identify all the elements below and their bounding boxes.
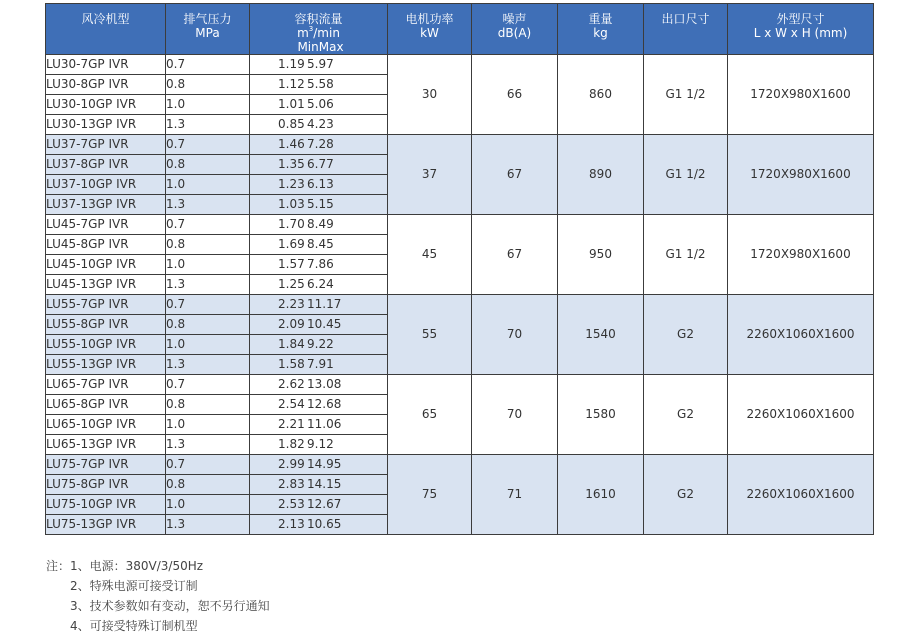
pressure-cell: 0.7 xyxy=(166,135,250,155)
header-row xyxy=(46,4,874,55)
flow-min-value: 1.57 xyxy=(278,257,305,271)
pressure-cell: 1.0 xyxy=(166,175,250,195)
flow-min-value: 2.54 xyxy=(278,397,305,411)
flow-max-value: 7.86 xyxy=(307,257,334,271)
pressure-cell: 1.3 xyxy=(166,435,250,455)
outlet-cell: G2 xyxy=(644,295,728,375)
pressure-cell: 0.7 xyxy=(166,215,250,235)
flow-max-value: 14.95 xyxy=(307,457,342,471)
flow-cell xyxy=(250,235,388,255)
flow-max-value: 13.08 xyxy=(307,377,342,391)
flow-min-value: 1.25 xyxy=(278,277,305,291)
flow-max-value: 10.45 xyxy=(307,317,342,331)
spec-table xyxy=(45,3,874,535)
model-cell: LU45-7GP IVR xyxy=(46,215,166,235)
note-line: 注：1、电源：380V/3/50Hz xyxy=(46,559,204,573)
pressure-cell: 0.7 xyxy=(166,375,250,395)
header-weight: 重量 kg xyxy=(558,4,644,55)
pressure-cell: 0.7 xyxy=(166,455,250,475)
power-cell: 37 xyxy=(388,135,472,215)
note-line: 3、技术参数如有变动，恕不另行通知 xyxy=(70,599,270,613)
flow-max-value: 5.15 xyxy=(307,197,334,211)
flow-cell xyxy=(250,395,388,415)
model-cell: LU55-7GP IVR xyxy=(46,295,166,315)
dimensions-cell: 2260X1060X1600 xyxy=(728,455,874,535)
flow-cell xyxy=(250,55,388,75)
pressure-cell: 0.8 xyxy=(166,75,250,95)
flow-max-value: 12.67 xyxy=(307,497,342,511)
weight-cell: 860 xyxy=(558,55,644,135)
power-cell: 45 xyxy=(388,215,472,295)
weight-cell: 890 xyxy=(558,135,644,215)
weight-cell: 1540 xyxy=(558,295,644,375)
flow-cell xyxy=(250,455,388,475)
noise-cell: 70 xyxy=(472,375,558,455)
header-model: 风冷机型 xyxy=(46,4,166,55)
model-cell: LU75-13GP IVR xyxy=(46,515,166,535)
flow-cell xyxy=(250,355,388,375)
model-cell: LU45-13GP IVR xyxy=(46,275,166,295)
table-row xyxy=(46,375,874,395)
power-cell: 30 xyxy=(388,55,472,135)
flow-max-value: 6.13 xyxy=(307,177,334,191)
flow-max-value: 11.06 xyxy=(307,417,342,431)
flow-max-value: 6.77 xyxy=(307,157,334,171)
table-row xyxy=(46,55,874,75)
flow-max-value: 9.12 xyxy=(307,437,334,451)
flow-min-value: 1.01 xyxy=(278,97,305,111)
flow-min-value: 0.85 xyxy=(278,117,305,131)
noise-cell: 70 xyxy=(472,295,558,375)
noise-cell: 66 xyxy=(472,55,558,135)
noise-cell: 67 xyxy=(472,135,558,215)
pressure-cell: 1.3 xyxy=(166,195,250,215)
noise-cell: 67 xyxy=(472,215,558,295)
flow-max-value: 4.23 xyxy=(307,117,334,131)
noise-cell: 71 xyxy=(472,455,558,535)
flow-cell xyxy=(250,135,388,155)
model-cell: LU55-10GP IVR xyxy=(46,335,166,355)
outlet-cell: G1 1/2 xyxy=(644,55,728,135)
flow-max-value: 8.45 xyxy=(307,237,334,251)
header-dims: 外型尺寸 L x W x H (mm) xyxy=(728,4,874,55)
flow-max-value: 6.24 xyxy=(307,277,334,291)
outlet-cell: G1 1/2 xyxy=(644,135,728,215)
model-cell: LU30-10GP IVR xyxy=(46,95,166,115)
model-cell: LU65-13GP IVR xyxy=(46,435,166,455)
model-cell: LU65-7GP IVR xyxy=(46,375,166,395)
flow-cell xyxy=(250,375,388,395)
dimensions-cell: 1720X980X1600 xyxy=(728,215,874,295)
flow-min-value: 1.12 xyxy=(278,77,305,91)
pressure-cell: 0.8 xyxy=(166,235,250,255)
flow-min-value: 1.70 xyxy=(278,217,305,231)
flow-cell xyxy=(250,275,388,295)
flow-min-value: 1.69 xyxy=(278,237,305,251)
model-cell: LU65-8GP IVR xyxy=(46,395,166,415)
flow-min-value: 1.19 xyxy=(278,57,305,71)
header-flow-min: Min xyxy=(297,40,319,54)
model-cell: LU37-7GP IVR xyxy=(46,135,166,155)
flow-cell xyxy=(250,315,388,335)
flow-min-value: 1.03 xyxy=(278,197,305,211)
notes xyxy=(46,556,270,636)
flow-max-value: 9.22 xyxy=(307,337,334,351)
pressure-cell: 1.3 xyxy=(166,275,250,295)
pressure-cell: 0.7 xyxy=(166,295,250,315)
weight-cell: 950 xyxy=(558,215,644,295)
pressure-cell: 1.0 xyxy=(166,255,250,275)
header-outlet: 出口尺寸 xyxy=(644,4,728,55)
flow-max-value: 12.68 xyxy=(307,397,342,411)
model-cell: LU45-8GP IVR xyxy=(46,235,166,255)
flow-min-value: 1.84 xyxy=(278,337,305,351)
dimensions-cell: 2260X1060X1600 xyxy=(728,295,874,375)
power-cell: 75 xyxy=(388,455,472,535)
model-cell: LU65-10GP IVR xyxy=(46,415,166,435)
outlet-cell: G2 xyxy=(644,375,728,455)
pressure-cell: 0.7 xyxy=(166,55,250,75)
model-cell: LU30-7GP IVR xyxy=(46,55,166,75)
pressure-cell: 0.8 xyxy=(166,155,250,175)
flow-min-value: 2.99 xyxy=(278,457,305,471)
header-flow-unit: $m^3/\min$ xyxy=(297,25,340,40)
header-flow: 容积流量 $m^3/\min$ MinMax xyxy=(250,4,388,55)
pressure-cell: 0.8 xyxy=(166,395,250,415)
flow-max-value: 5.06 xyxy=(307,97,334,111)
model-cell: LU37-8GP IVR xyxy=(46,155,166,175)
flow-cell xyxy=(250,195,388,215)
power-cell: 65 xyxy=(388,375,472,455)
pressure-cell: 1.0 xyxy=(166,415,250,435)
flow-cell xyxy=(250,95,388,115)
flow-cell xyxy=(250,75,388,95)
pressure-cell: 1.3 xyxy=(166,515,250,535)
note-line: 2、特殊电源可接受订制 xyxy=(70,579,198,593)
model-cell: LU55-8GP IVR xyxy=(46,315,166,335)
table-row xyxy=(46,135,874,155)
header-noise: 噪声 dB(A) xyxy=(472,4,558,55)
flow-cell xyxy=(250,495,388,515)
dimensions-cell: 1720X980X1600 xyxy=(728,135,874,215)
pressure-cell: 0.8 xyxy=(166,475,250,495)
model-cell: LU75-8GP IVR xyxy=(46,475,166,495)
model-cell: LU75-10GP IVR xyxy=(46,495,166,515)
flow-min-value: 2.21 xyxy=(278,417,305,431)
flow-cell xyxy=(250,295,388,315)
note-line: 4、可接受特殊订制机型 xyxy=(70,619,198,633)
power-cell: 55 xyxy=(388,295,472,375)
pressure-cell: 1.0 xyxy=(166,335,250,355)
flow-max-value: 5.58 xyxy=(307,77,334,91)
model-cell: LU75-7GP IVR xyxy=(46,455,166,475)
model-cell: LU37-13GP IVR xyxy=(46,195,166,215)
flow-min-value: 1.58 xyxy=(278,357,305,371)
flow-min-value: 2.23 xyxy=(278,297,305,311)
header-flow-max: Max xyxy=(318,40,344,54)
model-cell: LU30-8GP IVR xyxy=(46,75,166,95)
flow-cell xyxy=(250,475,388,495)
flow-min-value: 1.23 xyxy=(278,177,305,191)
outlet-cell: G2 xyxy=(644,455,728,535)
flow-max-value: 14.15 xyxy=(307,477,342,491)
pressure-cell: 0.8 xyxy=(166,315,250,335)
dimensions-cell: 1720X980X1600 xyxy=(728,55,874,135)
model-cell: LU45-10GP IVR xyxy=(46,255,166,275)
weight-cell: 1610 xyxy=(558,455,644,535)
spec-table-body xyxy=(46,55,874,535)
flow-min-value: 2.53 xyxy=(278,497,305,511)
pressure-cell: 1.3 xyxy=(166,115,250,135)
flow-min-value: 2.83 xyxy=(278,477,305,491)
flow-min-value: 1.46 xyxy=(278,137,305,151)
flow-cell xyxy=(250,415,388,435)
table-row xyxy=(46,295,874,315)
flow-max-value: 5.97 xyxy=(307,57,334,71)
flow-min-value: 2.09 xyxy=(278,317,305,331)
flow-min-value: 2.13 xyxy=(278,517,305,531)
flow-max-value: 11.17 xyxy=(307,297,342,311)
model-cell: LU55-13GP IVR xyxy=(46,355,166,375)
table-row xyxy=(46,455,874,475)
flow-max-value: 7.28 xyxy=(307,137,334,151)
weight-cell: 1580 xyxy=(558,375,644,455)
model-cell: LU30-13GP IVR xyxy=(46,115,166,135)
pressure-cell: 1.3 xyxy=(166,355,250,375)
flow-cell xyxy=(250,115,388,135)
outlet-cell: G1 1/2 xyxy=(644,215,728,295)
flow-cell xyxy=(250,515,388,535)
header-pressure: 排气压力 MPa xyxy=(166,4,250,55)
flow-cell xyxy=(250,255,388,275)
flow-max-value: 10.65 xyxy=(307,517,342,531)
flow-max-value: 8.49 xyxy=(307,217,334,231)
header-power: 电机功率 kW xyxy=(388,4,472,55)
flow-min-value: 2.62 xyxy=(278,377,305,391)
flow-min-value: 1.82 xyxy=(278,437,305,451)
flow-cell xyxy=(250,175,388,195)
model-cell: LU37-10GP IVR xyxy=(46,175,166,195)
flow-cell xyxy=(250,335,388,355)
dimensions-cell: 2260X1060X1600 xyxy=(728,375,874,455)
flow-cell xyxy=(250,215,388,235)
table-row xyxy=(46,215,874,235)
flow-cell xyxy=(250,435,388,455)
flow-cell xyxy=(250,155,388,175)
flow-max-value: 7.91 xyxy=(307,357,334,371)
pressure-cell: 1.0 xyxy=(166,495,250,515)
pressure-cell: 1.0 xyxy=(166,95,250,115)
flow-min-value: 1.35 xyxy=(278,157,305,171)
